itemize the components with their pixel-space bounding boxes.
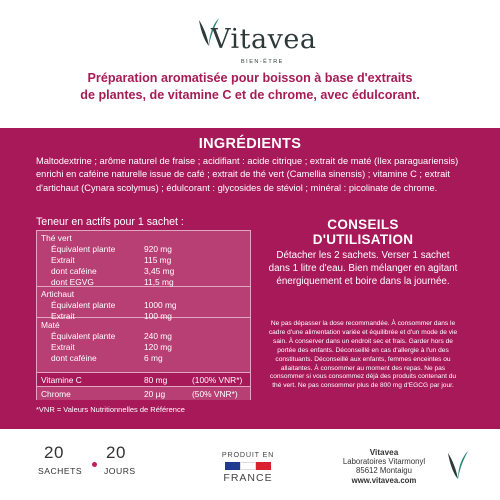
table-row-vnr: (50% VNR*) xyxy=(192,389,238,399)
product-headline xyxy=(30,70,470,104)
jours-label: JOURS xyxy=(104,466,136,476)
table-row-label: Équivalent plante xyxy=(51,331,116,341)
table-divider xyxy=(37,386,250,387)
table-row-label: Artichaut xyxy=(41,289,75,299)
brand-tagline: BIEN-ÊTRE xyxy=(241,59,284,65)
actives-table xyxy=(36,230,251,400)
table-divider xyxy=(37,372,250,373)
leaf-logo-icon xyxy=(444,449,470,481)
separator-dot xyxy=(92,462,97,467)
company-lab: Laboratoires Vitarmonyl xyxy=(342,457,426,467)
conseils-text: Détacher les 2 sachets. Verser 1 sachet dans 1 litre d'eau. Bien mélanger en agitant énergiquement et boire dans la journée. xyxy=(268,250,458,287)
table-row-value: 11,5 mg xyxy=(144,277,174,287)
table-row-value: 80 mg xyxy=(144,375,168,385)
company-address xyxy=(328,448,440,485)
teneur-title: Teneur en actifs pour 1 sachet : xyxy=(36,216,184,228)
ingredients-text: Maltodextrine ; arôme naturel de fraise ; acidifiant : acide citrique ; extrait de maté (Ilex paraguariensis) enrichi en caféine naturelle issue de café ; extrait de thé vert (Camellia sinensis) ; vitamine C ; extrait d'artichaut (Cynara scolymus) ; édulcorant : glycosides de stéviol ; minéral : picolinate de chrome. xyxy=(36,156,459,193)
table-row xyxy=(37,331,250,342)
flag-stripe-white xyxy=(240,462,255,470)
flag-stripe-red xyxy=(256,462,271,470)
table-row xyxy=(37,353,250,364)
table-row xyxy=(37,277,250,288)
table-row xyxy=(37,244,250,255)
vnr-footnote: *VNR = Valeurs Nutritionnelles de Référence xyxy=(36,405,185,414)
table-row-label: Vitamine C xyxy=(41,375,82,385)
ingredients-title: INGRÉDIENTS xyxy=(198,136,302,152)
table-row-label: Maté xyxy=(41,320,60,330)
table-row-label: dont caféine xyxy=(51,266,97,276)
table-row-value: 100 mg xyxy=(144,311,172,321)
company-website: www.vitavea.com xyxy=(351,475,417,485)
table-row-label: Extrait xyxy=(51,342,75,352)
conseils-title xyxy=(268,217,458,247)
company-city: 85612 Montaigu xyxy=(356,466,412,476)
table-row-label: Équivalent plante xyxy=(51,244,116,254)
made-in-label: PRODUIT EN xyxy=(221,450,275,459)
table-row-value: 1000 mg xyxy=(144,300,177,310)
sachets-count: 20 xyxy=(44,443,64,462)
table-row-value: 6 mg xyxy=(144,353,163,363)
table-row xyxy=(37,300,250,311)
table-row-label: dont EGVG xyxy=(51,277,94,287)
table-row-value: 120 mg xyxy=(144,342,172,352)
brand-logo xyxy=(195,14,317,66)
table-row xyxy=(37,266,250,277)
table-row xyxy=(37,389,250,400)
headline-line-1: Préparation aromatisée pour boisson à base d'extraits xyxy=(87,71,413,85)
table-row xyxy=(37,342,250,353)
table-row-value: 920 mg xyxy=(144,244,172,254)
table-group-row xyxy=(37,233,250,244)
table-row-value: 240 mg xyxy=(144,331,172,341)
table-group-row xyxy=(37,289,250,300)
flag-stripe-blue xyxy=(225,462,240,470)
table-row-value: 3,45 mg xyxy=(144,266,175,276)
sachets-label: SACHETS xyxy=(38,466,83,476)
made-in-country: FRANCE xyxy=(223,472,273,484)
france-flag-icon xyxy=(225,462,271,470)
headline-line-2: de plantes, de vitamine C et de chrome, avec édulcorant. xyxy=(80,88,420,102)
warning-text: Ne pas dépasser la dose recommandée. À consommer dans le cadre d'une alimentation variée et équilibrée et d'un mode de vie sain. À conserver dans un endroit sec et frais. Garder hors de portée des enfants. Déconseillé en cas d'allergie à l'un des constituants. Déconseillé aux enfants, femmes enceintes ou allaitantes. À consommer au moment des repas. Ne pas consommer si vous consommez déjà des produits contenant du thé vert. Ne pas consommer plus de 800 mg d'EGCG par jour. xyxy=(268,320,458,390)
conseils-title-line-1: CONSEILS xyxy=(327,217,399,232)
table-row-label: Extrait xyxy=(51,255,75,265)
conseils-title-line-2: D'UTILISATION xyxy=(312,232,414,247)
table-row-label: Extrait xyxy=(51,311,75,321)
table-row-value: 115 mg xyxy=(144,255,172,265)
table-row-value: 20 µg xyxy=(144,389,166,399)
table-row-label: Équivalent plante xyxy=(51,300,116,310)
table-row xyxy=(37,255,250,266)
table-group-row xyxy=(37,320,250,331)
table-row xyxy=(37,375,250,386)
company-name: Vitavea xyxy=(369,448,399,457)
table-row-label: Thé vert xyxy=(41,233,72,243)
header-area xyxy=(0,0,500,128)
table-row-label: dont caféine xyxy=(51,353,97,363)
table-row-label: Chrome xyxy=(41,389,71,399)
table-row-vnr: (100% VNR*) xyxy=(192,375,243,385)
jours-count: 20 xyxy=(106,443,126,462)
brand-name: Vitavea xyxy=(211,24,317,55)
